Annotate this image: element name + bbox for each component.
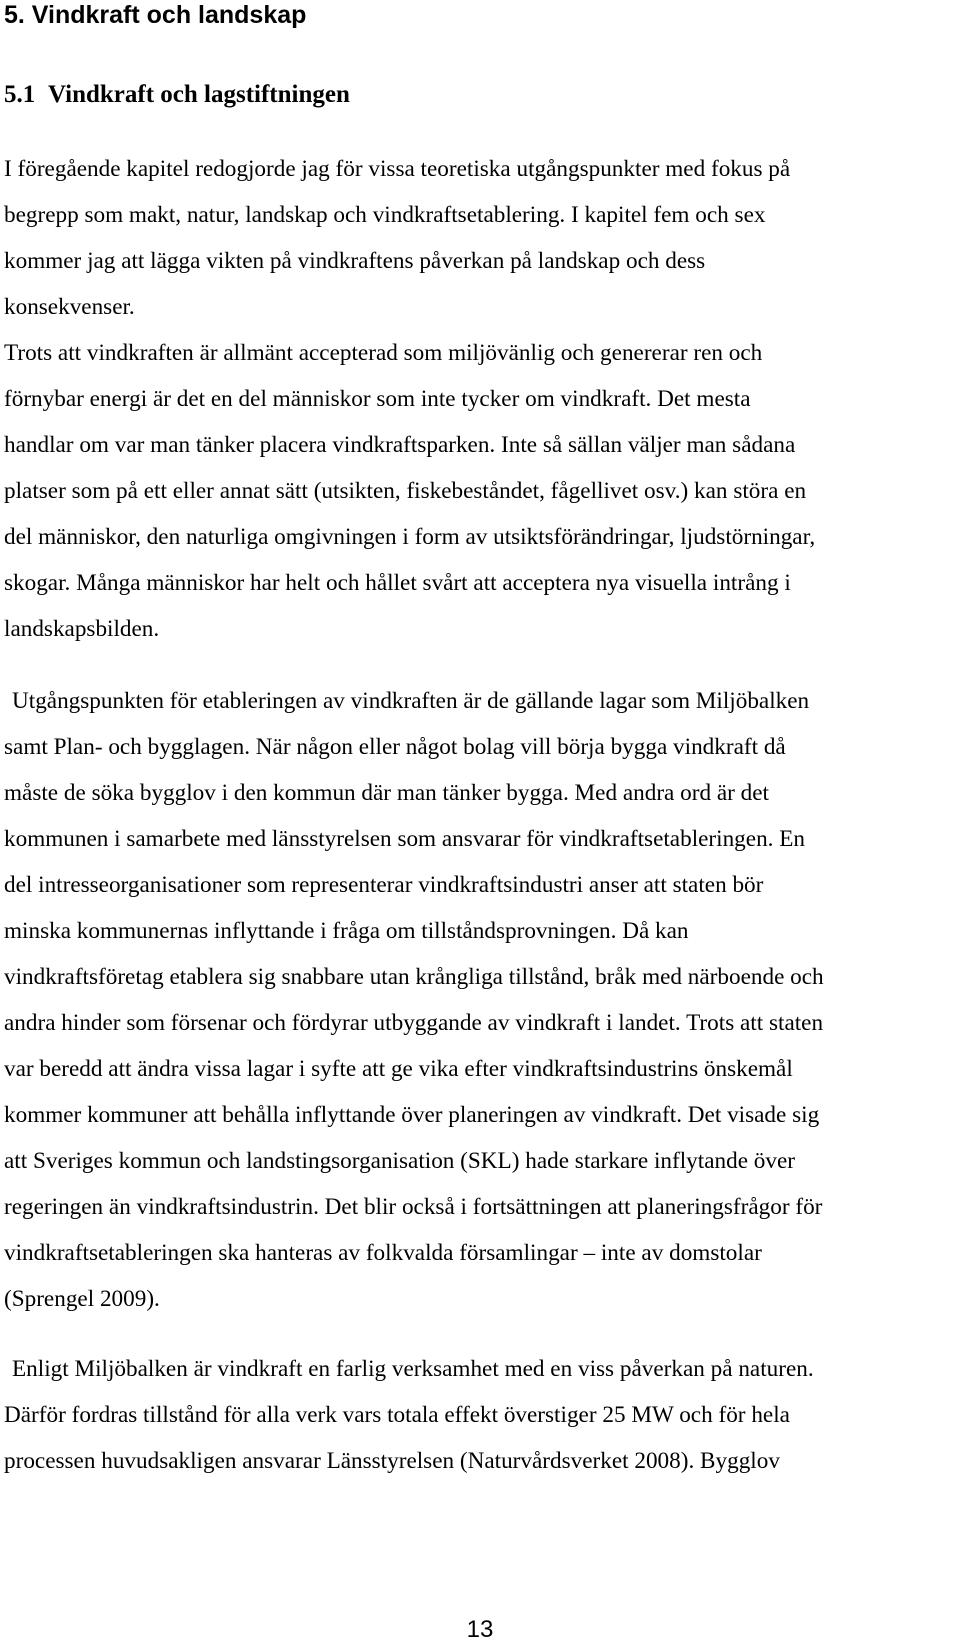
paragraph-line: vindkraftsetableringen ska hanteras av folkvalda församlingar – inte av domstolar [4, 1240, 762, 1266]
paragraph-line: måste de söka bygglov i den kommun där man tänker bygga. Med andra ord är det [4, 780, 769, 806]
paragraph-line: (Sprengel 2009). [4, 1286, 160, 1312]
paragraph-line: var beredd att ändra vissa lagar i syfte att ge vika efter vindkraftsindustrins önskemål [4, 1056, 793, 1082]
paragraph-line: Därför fordras tillstånd för alla verk vars totala effekt överstiger 25 MW och för hela [4, 1402, 790, 1428]
paragraph-line: vindkraftsföretag etablera sig snabbare utan krångliga tillstånd, bråk med närboende och [4, 964, 824, 990]
paragraph-line: Trots att vindkraften är allmänt accepterad som miljövänlig och genererar ren och [4, 340, 763, 366]
paragraph-line: samt Plan- och bygglagen. När någon eller något bolag vill börja bygga vindkraft då [4, 734, 786, 760]
page-number: 13 [466, 1616, 494, 1643]
paragraph-3 [4, 1346, 814, 1484]
section-title: Vindkraft och lagstiftningen [48, 81, 350, 108]
paragraph-line: Enligt Miljöbalken är vindkraft en farlig verksamhet med en viss påverkan på naturen. [12, 1356, 814, 1382]
paragraph-line: landskapsbilden. [4, 616, 160, 642]
paragraph-line: skogar. Många människor har helt och hållet svårt att acceptera nya visuella intrång i [4, 570, 791, 596]
paragraph-line: processen huvudsakligen ansvarar Länsstyrelsen (Naturvårdsverket 2008). Bygglov [4, 1448, 780, 1474]
paragraph-line: kommunen i samarbete med länsstyrelsen som ansvarar för vindkraftsetableringen. En [4, 826, 806, 852]
chapter-heading: 5. Vindkraft och landskap [4, 1, 307, 29]
paragraph-line: begrepp som makt, natur, landskap och vindkraftsetablering. I kapitel fem och sex [4, 202, 766, 228]
paragraph-line: del intresseorganisationer som representerar vindkraftsindustri anser att staten bör [4, 872, 764, 898]
paragraph-line: Utgångspunkten för etableringen av vindkraften är de gällande lagar som Miljöbalken [12, 688, 810, 714]
section-heading [4, 80, 350, 110]
paragraph-line: platser som på ett eller annat sätt (utsikten, fiskebeståndet, fågellivet osv.) kan störa en [4, 478, 807, 504]
paragraph-line: del människor, den naturliga omgivningen i form av utsiktsförändringar, ljudstörningar, [4, 524, 816, 550]
paragraph-line: regeringen än vindkraftsindustrin. Det blir också i fortsättningen att planeringsfrågor för [4, 1194, 823, 1220]
paragraph-line: kommer kommuner att behålla inflyttande över planeringen av vindkraft. Det visade sig [4, 1102, 820, 1128]
paragraph-line: andra hinder som försenar och fördyrar utbyggande av vindkraft i landet. Trots att staten [4, 1010, 824, 1036]
paragraph-line: minska kommunernas inflyttande i fråga om tillståndsprovningen. Då kan [4, 918, 689, 944]
paragraph-line: I föregående kapitel redogjorde jag för vissa teoretiska utgångspunkter med fokus på [4, 156, 791, 182]
paragraph-line: att Sveriges kommun och landstingsorganisation (SKL) hade starkare inflytande över [4, 1148, 795, 1174]
paragraph-line: förnybar energi är det en del människor som inte tycker om vindkraft. Det mesta [4, 386, 751, 412]
paragraph-2 [4, 678, 824, 1322]
paragraph-line: konsekvenser. [4, 294, 135, 320]
paragraph-line: kommer jag att lägga vikten på vindkraftens påverkan på landskap och dess [4, 248, 706, 274]
paragraph-line: handlar om var man tänker placera vindkraftsparken. Inte så sällan väljer man sådana [4, 432, 796, 458]
section-number: 5.1 [4, 81, 36, 108]
paragraph-1 [4, 146, 815, 652]
